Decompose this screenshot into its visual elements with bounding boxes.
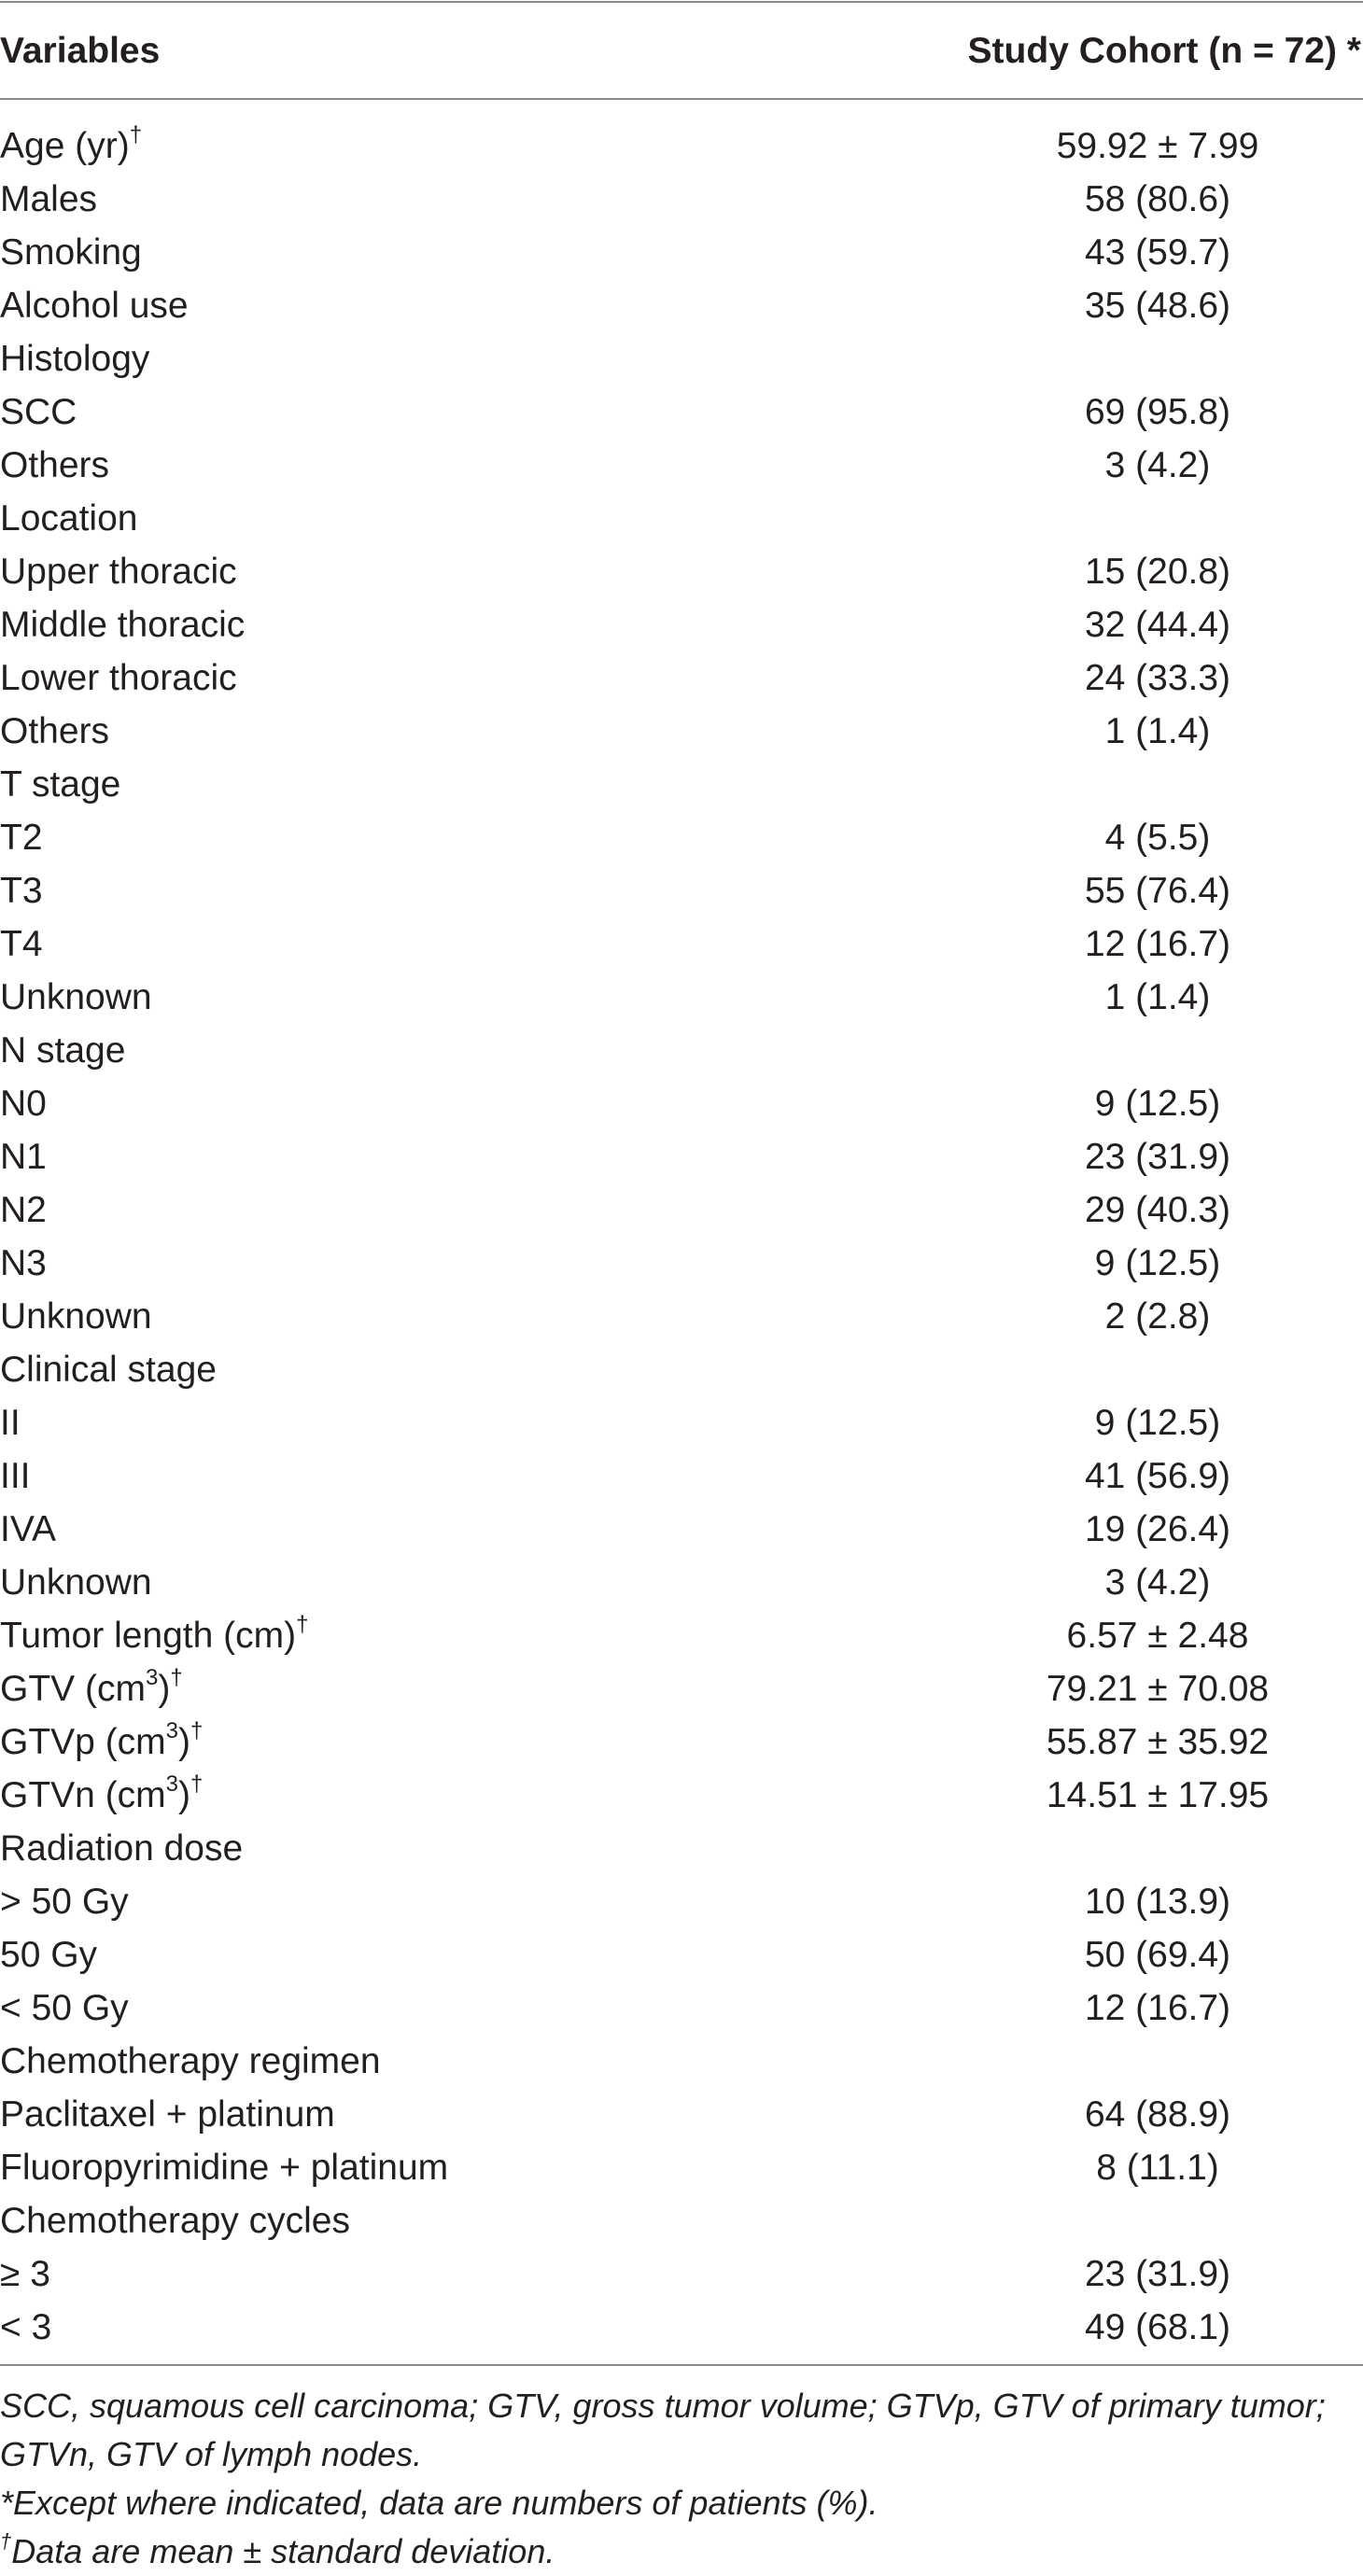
table-row	[0, 917, 1363, 971]
table-row	[0, 119, 1363, 173]
row-label-unit-superscript: 3	[165, 1718, 179, 1743]
header-study-cohort: Study Cohort (n = 72) *	[967, 31, 1361, 71]
table-header-row	[0, 24, 1363, 78]
row-label-text: N0	[0, 1084, 47, 1124]
row-label	[0, 492, 137, 545]
row-label-text: Clinical stage	[0, 1350, 217, 1390]
row-label-text: IVA	[0, 1509, 56, 1549]
row-label	[0, 332, 149, 385]
table-row	[0, 705, 1363, 758]
table-row	[0, 1556, 1363, 1609]
row-label-text: GTVn (cm	[0, 1775, 166, 1815]
row-label	[0, 1237, 47, 1290]
table-row	[0, 1715, 1363, 1769]
table-row	[0, 226, 1363, 279]
row-label	[0, 2301, 51, 2354]
table-header-rule	[0, 98, 1363, 100]
table-footnotes	[0, 2382, 1363, 2576]
footnote-abbreviations-line2: GTVn, GTV of lymph nodes.	[0, 2435, 423, 2473]
row-label-text: Upper thoracic	[0, 552, 237, 592]
row-value: 32 (44.4)	[1084, 605, 1231, 645]
row-label-text: Chemotherapy cycles	[0, 2201, 350, 2241]
footnote-dagger	[0, 2527, 1363, 2576]
table-row	[0, 1875, 1363, 1928]
row-label	[0, 1981, 129, 2035]
table-row	[0, 758, 1363, 811]
table-row	[0, 1024, 1363, 1077]
table-row	[0, 1981, 1363, 2035]
table-row	[0, 1609, 1363, 1662]
row-value: 59.92 ± 7.99	[1056, 126, 1259, 166]
row-label-text: < 50 Gy	[0, 1988, 129, 2028]
row-label-text: III	[0, 1456, 31, 1496]
row-label-text: Alcohol use	[0, 286, 189, 326]
row-label-text: T stage	[0, 764, 121, 805]
row-label	[0, 705, 109, 758]
footnote-dagger-mark: †	[0, 2529, 12, 2553]
table-bottom-rule	[0, 2364, 1363, 2366]
row-value: 69 (95.8)	[1084, 392, 1231, 432]
table-row	[0, 1503, 1363, 1556]
row-value: 49 (68.1)	[1084, 2307, 1231, 2347]
row-label	[0, 1130, 47, 1183]
row-label-text: 50 Gy	[0, 1935, 98, 1975]
row-label	[0, 1396, 21, 1449]
row-value: 10 (13.9)	[1084, 1882, 1231, 1922]
row-value: 43 (59.7)	[1084, 232, 1231, 273]
row-value: 8 (11.1)	[1096, 2148, 1219, 2188]
row-label-dagger: †	[190, 1771, 204, 1797]
row-label	[0, 1822, 243, 1875]
row-label	[0, 1343, 217, 1396]
table-row	[0, 651, 1363, 705]
table-row	[0, 439, 1363, 492]
row-value: 19 (26.4)	[1084, 1509, 1231, 1549]
row-label	[0, 2035, 381, 2088]
row-value: 3 (4.2)	[1104, 445, 1211, 485]
row-label-text: T3	[0, 871, 43, 911]
row-value: 79.21 ± 70.08	[1046, 1669, 1270, 1709]
table-row	[0, 545, 1363, 598]
table-row	[0, 2141, 1363, 2194]
row-label-text: N2	[0, 1190, 47, 1230]
row-label-text: Radiation dose	[0, 1828, 244, 1869]
row-value: 6.57 ± 2.48	[1066, 1616, 1249, 1656]
row-label	[0, 545, 237, 598]
table-row	[0, 598, 1363, 651]
table-top-rule	[0, 1, 1363, 3]
row-value: 1 (1.4)	[1104, 977, 1211, 1017]
row-value: 41 (56.9)	[1084, 1456, 1231, 1496]
row-label-text: Unknown	[0, 977, 152, 1017]
header-variables: Variables	[0, 31, 161, 71]
table-row	[0, 385, 1363, 439]
table-row	[0, 1822, 1363, 1875]
row-value: 64 (88.9)	[1084, 2094, 1231, 2135]
row-label-dagger: †	[296, 1612, 309, 1637]
row-value: 14.51 ± 17.95	[1046, 1775, 1270, 1815]
row-label	[0, 2194, 350, 2247]
row-label-text: N1	[0, 1137, 47, 1177]
table-row	[0, 279, 1363, 332]
row-label	[0, 279, 189, 332]
table-row	[0, 1077, 1363, 1130]
row-label-text: Others	[0, 445, 110, 485]
table-row	[0, 332, 1363, 385]
table-row	[0, 2301, 1363, 2354]
row-label	[0, 758, 120, 811]
row-value: 4 (5.5)	[1104, 818, 1211, 858]
table-row	[0, 811, 1363, 864]
row-label	[0, 439, 109, 492]
table-row	[0, 1928, 1363, 1981]
table-row	[0, 1130, 1363, 1183]
row-label	[0, 1183, 47, 1237]
row-label-text: > 50 Gy	[0, 1882, 129, 1922]
row-value: 23 (31.9)	[1084, 2254, 1231, 2294]
row-label-text: Paclitaxel + platinum	[0, 2094, 335, 2135]
row-value: 2 (2.8)	[1104, 1296, 1211, 1337]
row-value: 35 (48.6)	[1084, 286, 1231, 326]
table-row	[0, 1183, 1363, 1237]
row-label	[0, 1024, 125, 1077]
row-label	[0, 1662, 183, 1715]
row-label	[0, 1556, 152, 1609]
row-label	[0, 2247, 50, 2301]
footnote-abbreviations-line1: SCC, squamous cell carcinoma; GTV, gross tumor volume; GTVp, GTV of primary tumor;	[0, 2387, 1326, 2425]
row-label	[0, 1503, 56, 1556]
row-label-text: T4	[0, 924, 43, 964]
row-label	[0, 226, 142, 279]
row-label	[0, 1449, 31, 1503]
row-label-text: T2	[0, 818, 43, 858]
table-row	[0, 864, 1363, 917]
row-label-text: N3	[0, 1243, 47, 1283]
row-label-text: II	[0, 1403, 21, 1443]
row-label-unit-superscript: 3	[165, 1771, 179, 1797]
row-label-text: Lower thoracic	[0, 658, 237, 698]
table-row	[0, 1343, 1363, 1396]
footnote-dagger-text: Data are mean ± standard deviation.	[11, 2532, 555, 2570]
row-label	[0, 864, 43, 917]
table-row	[0, 2088, 1363, 2141]
row-value: 55.87 ± 35.92	[1046, 1722, 1270, 1762]
row-label	[0, 651, 237, 705]
table-row	[0, 971, 1363, 1024]
row-label	[0, 971, 152, 1024]
row-label-text: Others	[0, 711, 110, 751]
row-label-text: Tumor length (cm)	[0, 1616, 297, 1656]
row-label	[0, 1609, 308, 1662]
row-label-dagger: †	[170, 1665, 183, 1690]
row-label	[0, 1875, 129, 1928]
row-label-text: ≥ 3	[0, 2254, 50, 2294]
table-row	[0, 1290, 1363, 1343]
row-label	[0, 1077, 47, 1130]
row-value: 58 (80.6)	[1084, 179, 1231, 219]
row-label	[0, 917, 43, 971]
table-row	[0, 1237, 1363, 1290]
row-label	[0, 119, 142, 173]
row-value: 29 (40.3)	[1084, 1190, 1231, 1230]
table-row	[0, 1769, 1363, 1822]
table-row	[0, 173, 1363, 226]
table-row	[0, 2247, 1363, 2301]
row-value: 9 (12.5)	[1094, 1403, 1221, 1443]
row-label-text: < 3	[0, 2307, 52, 2347]
row-label-text: Unknown	[0, 1562, 152, 1603]
table-body	[0, 119, 1363, 2354]
row-value: 12 (16.7)	[1084, 1988, 1231, 2028]
row-label-text: Histology	[0, 339, 150, 379]
row-label-dagger: †	[129, 122, 143, 147]
row-label	[0, 385, 77, 439]
row-value: 50 (69.4)	[1084, 1935, 1231, 1975]
footnote-except: *Except where indicated, data are numbers of patients (%).	[0, 2484, 878, 2522]
row-label-text: GTVp (cm	[0, 1722, 166, 1762]
row-value: 12 (16.7)	[1084, 924, 1231, 964]
row-label	[0, 2088, 335, 2141]
row-value: 24 (33.3)	[1084, 658, 1231, 698]
row-label	[0, 173, 97, 226]
row-label	[0, 598, 245, 651]
table-row	[0, 2035, 1363, 2088]
row-label-text: Males	[0, 179, 98, 219]
row-value: 9 (12.5)	[1094, 1243, 1221, 1283]
row-label-unit-superscript: 3	[145, 1665, 159, 1690]
row-label-closing: )	[178, 1775, 191, 1815]
row-label-text: Middle thoracic	[0, 605, 246, 645]
table-row	[0, 1662, 1363, 1715]
table-row	[0, 1449, 1363, 1503]
row-value: 55 (76.4)	[1084, 871, 1231, 911]
row-label	[0, 2141, 448, 2194]
row-label-text: GTV (cm	[0, 1669, 146, 1709]
row-label-text: SCC	[0, 392, 77, 432]
row-value: 3 (4.2)	[1104, 1562, 1211, 1603]
table-row	[0, 2194, 1363, 2247]
row-label-text: Chemotherapy regimen	[0, 2041, 381, 2081]
row-label-text: Fluoropyrimidine + platinum	[0, 2148, 449, 2188]
row-label	[0, 1715, 203, 1769]
row-label	[0, 1290, 152, 1343]
row-label	[0, 1928, 97, 1981]
row-label-text: Smoking	[0, 232, 142, 273]
row-label-closing: )	[158, 1669, 171, 1709]
row-label-text: N stage	[0, 1030, 126, 1071]
row-label-dagger: †	[190, 1718, 204, 1743]
row-value: 23 (31.9)	[1084, 1137, 1231, 1177]
row-label	[0, 1769, 203, 1822]
row-label-text: Unknown	[0, 1296, 152, 1337]
table-row	[0, 492, 1363, 545]
row-value: 1 (1.4)	[1104, 711, 1211, 751]
row-label	[0, 811, 43, 864]
row-label-text: Age (yr)	[0, 126, 130, 166]
row-value: 15 (20.8)	[1084, 552, 1231, 592]
row-value: 9 (12.5)	[1094, 1084, 1221, 1124]
row-label-text: Location	[0, 498, 138, 539]
table-row	[0, 1396, 1363, 1449]
row-label-closing: )	[178, 1722, 191, 1762]
